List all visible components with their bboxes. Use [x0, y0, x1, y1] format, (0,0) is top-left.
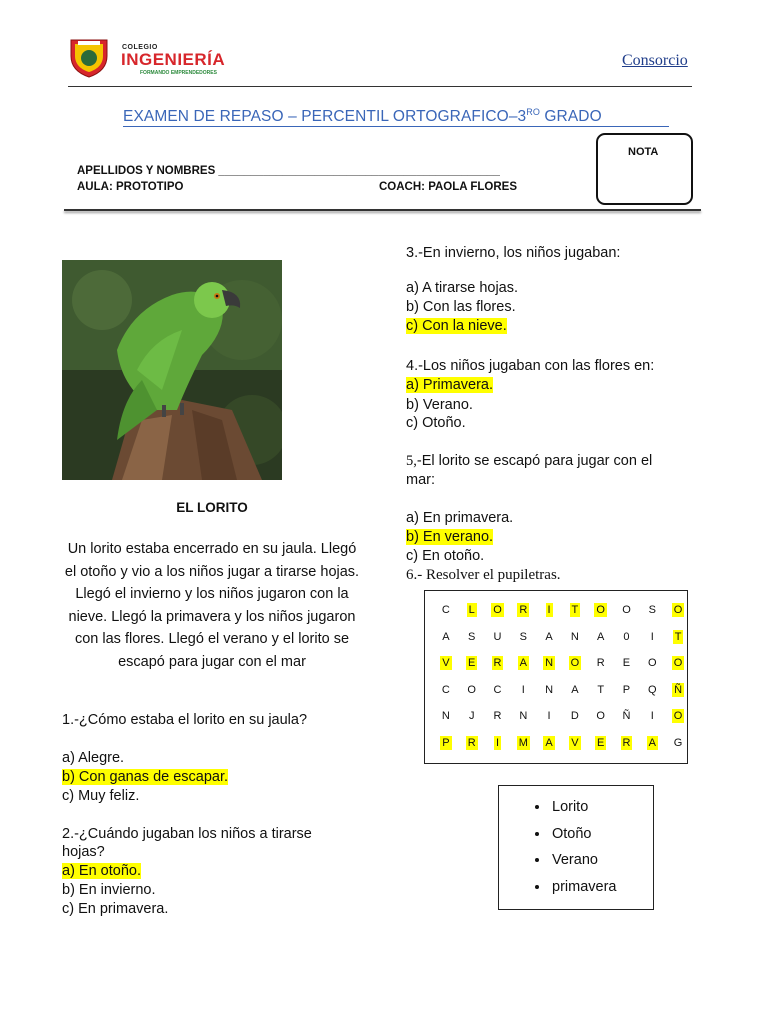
- grid-cell: [485, 603, 511, 617]
- word-list-item: • Verano: [550, 847, 616, 874]
- q4-option-a: a) Primavera.: [406, 377, 494, 393]
- aula-label: AULA: PROTOTIPO: [77, 181, 184, 193]
- grid-letter: T: [674, 630, 682, 643]
- grid-letter: I: [547, 604, 551, 617]
- q4-option-b: b) Verano.: [406, 397, 473, 413]
- word-search-grid: [433, 597, 691, 756]
- grid-cell: [665, 656, 691, 670]
- grid-cell: [562, 603, 588, 617]
- grid-cell: [639, 683, 665, 697]
- grid-letter: O: [596, 710, 605, 723]
- grid-letter: A: [442, 630, 450, 643]
- grid-letter: E: [468, 657, 476, 670]
- grid-cell: [665, 630, 691, 644]
- grid-cell: [510, 656, 536, 670]
- grid-cell: [433, 709, 459, 723]
- grid-row: [433, 703, 691, 730]
- grid-cell: [433, 603, 459, 617]
- grid-row: [433, 677, 691, 704]
- grid-row: [433, 730, 691, 757]
- grid-letter: O: [570, 657, 580, 670]
- logo-school-name: INGENIERÍA: [121, 50, 226, 69]
- q2-option-c: c) En primavera.: [62, 901, 169, 917]
- grid-cell: [485, 709, 511, 723]
- grid-letter: R: [493, 657, 502, 670]
- title-underline: [123, 126, 669, 127]
- grid-cell: [510, 736, 536, 750]
- nota-label: NOTA: [628, 146, 659, 158]
- grid-cell: [433, 683, 459, 697]
- grid-cell: [459, 603, 485, 617]
- grid-cell: [614, 736, 640, 750]
- word-list-item: • primavera: [550, 874, 616, 901]
- grid-cell: [433, 736, 459, 750]
- grid-letter: O: [493, 604, 502, 617]
- parrot-image: [62, 260, 282, 480]
- grid-cell: [485, 656, 511, 670]
- grid-letter: P: [442, 736, 450, 749]
- grid-letter: J: [468, 710, 475, 723]
- grid-cell: [614, 656, 640, 670]
- grid-letter: A: [545, 736, 553, 749]
- word-search-box: [424, 590, 688, 764]
- grid-letter: D: [570, 710, 579, 723]
- grid-cell: [639, 709, 665, 723]
- grid-cell: [510, 683, 536, 697]
- coach-label: COACH: PAOLA FLORES: [379, 181, 517, 193]
- grid-letter: A: [597, 630, 605, 643]
- q1-option-b: b) Con ganas de escapar.: [62, 769, 229, 785]
- grid-cell: [562, 736, 588, 750]
- q5-option-b: b) En verano.: [406, 529, 494, 545]
- grid-cell: [614, 630, 640, 644]
- grid-letter: N: [441, 710, 450, 723]
- grid-row: [433, 650, 691, 677]
- q1-option-a: a) Alegre.: [62, 750, 125, 766]
- grid-cell: [562, 709, 588, 723]
- grid-letter: O: [673, 657, 683, 670]
- grid-cell: [510, 709, 536, 723]
- grid-letter: N: [570, 630, 579, 643]
- grid-letter: V: [442, 657, 450, 670]
- grid-cell: [588, 683, 614, 697]
- header-bottom-rule: [64, 209, 701, 211]
- grid-cell: [536, 630, 562, 644]
- q5-option-c: c) En otoño.: [406, 548, 485, 564]
- grid-cell: [614, 709, 640, 723]
- grid-cell: [485, 736, 511, 750]
- question-5-text: -El lorito se escapó para jugar con el: [416, 453, 653, 469]
- q3-option-a: a) A tirarse hojas.: [406, 280, 519, 296]
- grid-letter: Q: [647, 683, 657, 696]
- grid-letter: Ñ: [622, 710, 631, 723]
- exam-title-main: EXAMEN DE REPASO – PERCENTIL ORTOGRAFICO–3: [123, 108, 527, 126]
- grid-cell: [614, 683, 640, 697]
- shield-icon: [68, 38, 110, 78]
- story-text: Un lorito estaba encerrado en su jaula. Llegó el otoño y vio a los niños jugar a tirarse hojas. Llegó el invierno y los niños jugaron con la nieve. Llegó la primavera y los niños jugaron con las flores. Llegó el verano y el lorito se escapó para jugar con el mar: [64, 541, 360, 670]
- q2-option-a: a) En otoño.: [62, 863, 141, 879]
- question-3: 3.-En invierno, los niños jugaban:: [406, 245, 621, 261]
- grid-letter: O: [596, 604, 605, 617]
- grid-cell: [665, 736, 691, 750]
- grid-cell: [588, 709, 614, 723]
- grid-cell: [485, 630, 511, 644]
- grid-letter: O: [673, 604, 683, 617]
- grid-cell: [588, 630, 614, 644]
- grid-row: [433, 597, 691, 624]
- q4-option-c: c) Otoño.: [406, 415, 466, 431]
- grid-cell: [639, 656, 665, 670]
- exam-title-end: GRADO: [539, 108, 602, 126]
- question-2-line2: hojas?: [62, 844, 105, 860]
- grid-letter: T: [571, 604, 579, 617]
- grid-letter: 0: [623, 630, 630, 643]
- grid-letter: R: [519, 604, 528, 617]
- question-1: 1.-¿Cómo estaba el lorito en su jaula?: [62, 712, 308, 728]
- grid-cell: [665, 603, 691, 617]
- question-5-number: 5,: [406, 453, 417, 469]
- grid-letter: R: [467, 736, 476, 749]
- grid-letter: U: [493, 630, 502, 643]
- apellidos-field: APELLIDOS Y NOMBRES ____________________________________________: [77, 165, 500, 177]
- grid-cell: [433, 630, 459, 644]
- grid-letter: O: [673, 710, 683, 723]
- grid-cell: [588, 603, 614, 617]
- grid-letter: C: [441, 604, 450, 617]
- grid-letter: E: [622, 657, 631, 670]
- word-list-item: • Otoño: [550, 821, 616, 848]
- grid-cell: [665, 709, 691, 723]
- grid-cell: [459, 709, 485, 723]
- grid-cell: [536, 736, 562, 750]
- grid-cell: [433, 656, 459, 670]
- grid-letter: P: [622, 683, 631, 696]
- grid-letter: O: [467, 683, 476, 696]
- grid-letter: I: [650, 630, 654, 643]
- grid-letter: R: [493, 710, 502, 723]
- consorcio-link[interactable]: Consorcio: [622, 52, 688, 69]
- grid-letter: N: [519, 710, 528, 723]
- q3-option-b: b) Con las flores.: [406, 299, 516, 315]
- grid-cell: [562, 683, 588, 697]
- grid-letter: S: [519, 630, 527, 643]
- grid-letter: M: [518, 736, 528, 749]
- grid-cell: [459, 736, 485, 750]
- grid-cell: [510, 603, 536, 617]
- grid-letter: N: [545, 657, 554, 670]
- q1-option-c: c) Muy feliz.: [62, 788, 140, 804]
- grid-cell: [562, 656, 588, 670]
- grid-letter: T: [597, 683, 605, 696]
- question-5-line1: [406, 453, 652, 470]
- grid-letter: Ñ: [674, 683, 683, 696]
- grid-cell: [588, 656, 614, 670]
- grid-cell: [536, 656, 562, 670]
- grid-letter: O: [622, 604, 631, 617]
- header-divider: [68, 86, 692, 87]
- q2-option-b: b) En invierno.: [62, 882, 156, 898]
- logo-tagline: FORMANDO EMPRENDEDORES: [140, 70, 217, 76]
- grid-cell: [639, 630, 665, 644]
- grid-letter: R: [622, 736, 631, 749]
- grid-cell: [459, 683, 485, 697]
- grid-cell: [536, 709, 562, 723]
- word-list-item: • Lorito: [550, 794, 616, 821]
- grid-letter: A: [571, 683, 579, 696]
- q3-option-c: c) Con la nieve.: [406, 318, 507, 334]
- grid-row: [433, 624, 691, 651]
- grid-letter: S: [648, 604, 656, 617]
- question-6: 6.- Resolver el pupiletras.: [406, 567, 561, 583]
- q5-option-a: a) En primavera.: [406, 510, 514, 526]
- grid-cell: [614, 603, 640, 617]
- grid-cell: [639, 736, 665, 750]
- grid-letter: R: [596, 657, 605, 670]
- grid-letter: G: [673, 736, 683, 749]
- grid-letter: A: [519, 657, 527, 670]
- grid-cell: [588, 736, 614, 750]
- exam-title: [123, 107, 602, 126]
- grid-letter: O: [647, 657, 657, 670]
- word-list-box: [498, 785, 654, 910]
- grid-cell: [459, 656, 485, 670]
- question-5-line2: mar:: [406, 472, 435, 488]
- exam-title-sup: RO: [526, 107, 540, 117]
- grid-letter: L: [468, 604, 475, 617]
- grid-letter: S: [468, 630, 476, 643]
- word-list: [499, 794, 616, 900]
- grid-letter: N: [545, 683, 554, 696]
- grid-letter: E: [597, 736, 605, 749]
- grid-cell: [510, 630, 536, 644]
- grid-letter: C: [441, 683, 450, 696]
- grid-cell: [639, 603, 665, 617]
- nota-box: [596, 133, 693, 205]
- grid-cell: [485, 683, 511, 697]
- story-title: EL LORITO: [176, 500, 248, 515]
- grid-letter: I: [650, 710, 654, 723]
- grid-letter: C: [493, 683, 502, 696]
- grid-cell: [536, 603, 562, 617]
- grid-cell: [459, 630, 485, 644]
- grid-letter: I: [521, 683, 525, 696]
- grid-letter: A: [545, 630, 553, 643]
- logo-small-text: COLEGIO: [122, 44, 158, 51]
- grid-cell: [562, 630, 588, 644]
- grid-letter: V: [571, 736, 579, 749]
- grid-cell: [665, 683, 691, 697]
- grid-letter: I: [547, 710, 551, 723]
- question-2-line1: 2.-¿Cuándo jugaban los niños a tirarse: [62, 826, 312, 842]
- grid-letter: A: [648, 736, 656, 749]
- question-4: 4.-Los niños jugaban con las flores en:: [406, 358, 655, 374]
- grid-cell: [536, 683, 562, 697]
- grid-letter: I: [495, 736, 500, 749]
